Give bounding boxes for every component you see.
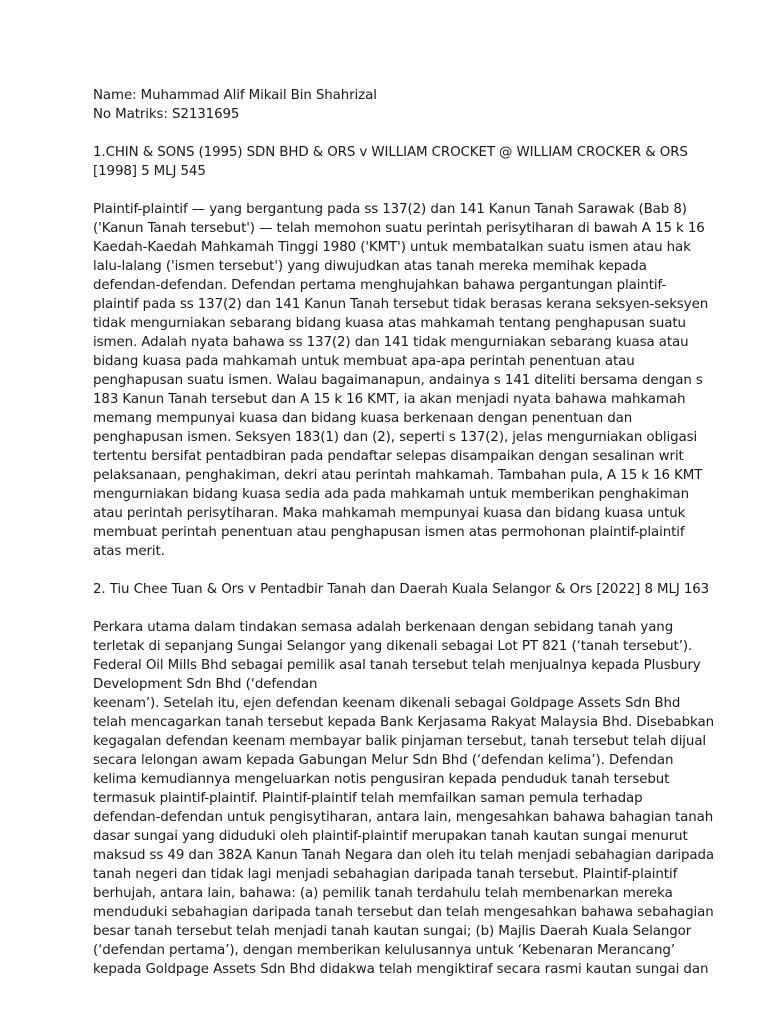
case1-body-line: tidak mengurniakan sebarang bidang kuasa atas mahkamah tentang penghapusan suatu xyxy=(93,316,686,331)
case2-title xyxy=(93,580,710,599)
case1-body-line: Plaintif-plaintif — yang bergantung pada ss 137(2) dan 141 Kanun Tanah Sarawak (Bab 8) xyxy=(93,202,687,217)
case2-body-line: terletak di sepanjang Sungai Selangor yang dikenali sebagai Lot PT 821 (‘tanah tersebut’). xyxy=(93,639,693,654)
case1-body-line: plaintif pada ss 137(2) dan 141 Kanun Tanah tersebut tidak berasas kerana seksyen-seksyen xyxy=(93,297,709,312)
case1-body-line: Kaedah-Kaedah Mahkamah Tinggi 1980 ('KMT') untuk membatalkan suatu ismen atau hak xyxy=(93,240,691,255)
case2-body-line: secara lelongan awam kepada Gabungan Melur Sdn Bhd (‘defendan kelima’). Defendan xyxy=(93,753,674,768)
case1-body-line: penghapusan ismen. Seksyen 183(1) dan (2), seperti s 137(2), jelas mengurniakan obligasi xyxy=(93,430,698,445)
case1-title-line: 1.CHIN & SONS (1995) SDN BHD & ORS v WILLIAM CROCKET @ WILLIAM CROCKER & ORS xyxy=(93,145,688,160)
case1-body-line: 183 Kanun Tanah tersebut dan A 15 k 16 KMT, ia akan menjadi nyata bahawa mahkamah xyxy=(93,392,686,407)
case1-title xyxy=(93,143,705,181)
case1-body-line: atau perintah perisytiharan. Maka mahkamah mempunyai kuasa dan bidang kuasa untuk xyxy=(93,506,686,521)
case2-body-line: menduduki sebahagian daripada tanah tersebut dan telah mengesahkan bahawa sebahagian xyxy=(93,905,714,920)
case2-body-line: keenam’). Setelah itu, ejen defendan keenam dikenali sebagai Goldpage Assets Sdn Bhd xyxy=(93,696,681,711)
document-page xyxy=(93,86,714,998)
case2-body-line: Perkara utama dalam tindakan semasa adalah berkenaan dengan sebidang tanah yang xyxy=(93,620,674,635)
case2-summary xyxy=(93,618,714,979)
case1-body-line: membuat perintah penentuan atau penghapusan ismen atas permohonan plaintif-plaintif xyxy=(93,525,685,540)
case2-body-line: kelima kemudiannya mengeluarkan notis pengusiran kepada penduduk tanah tersebut xyxy=(93,772,670,787)
case1-body-line: pelaksanaan, penghakiman, dekri atau perintah mahkamah. Tambahan pula, A 15 k 16 KMT xyxy=(93,468,703,483)
case2-body-line: berhujah, antara lain, bahawa: (a) pemilik tanah terdahulu telah membenarkan mereka xyxy=(93,886,673,901)
case1-body-line: bidang kuasa pada mahkamah untuk membuat apa-apa perintah penentuan atau xyxy=(93,354,635,369)
case2-body-line: kepada Goldpage Assets Sdn Bhd didakwa telah mengiktiraf secara rasmi kautan sungai dan xyxy=(93,962,709,977)
matric-number: No Matriks: S2131695 xyxy=(93,107,240,122)
case2-body-line: tanah negeri dan tidak lagi menjadi sebahagian daripada tanah tersebut. Plaintif-plaintif xyxy=(93,867,678,882)
case1-body-line: defendan-defendan. Defendan pertama menghujahkan bahawa pergantungan plaintif- xyxy=(93,278,667,293)
case2-body-line: Federal Oil Mills Bhd sebagai pemilik asal tanah tersebut telah menjualnya kepada Plusbury xyxy=(93,658,701,673)
case2-body-line: dasar sungai yang diduduki oleh plaintif-plaintif merupakan tanah kautan sungai menurut xyxy=(93,829,688,844)
case1-summary xyxy=(93,200,709,561)
case1-body-line: ('Kanun Tanah tersebut') — telah memohon suatu perintah perisytiharan di bawah A 15 k 16 xyxy=(93,221,705,236)
case2-body-line: Development Sdn Bhd (‘defendan xyxy=(93,677,318,692)
student-name: Name: Muhammad Alif Mikail Bin Shahrizal xyxy=(93,88,377,103)
case1-body-line: mengurniakan bidang kuasa sedia ada pada mahkamah untuk memberikan penghakiman xyxy=(93,487,690,502)
case1-body-line: ismen. Adalah nyata bahawa ss 137(2) dan 141 tidak mengurniakan sebarang kuasa atau xyxy=(93,335,689,350)
case1-body-line: atas merit. xyxy=(93,544,165,559)
case2-title-line: 2. Tiu Chee Tuan & Ors v Pentadbir Tanah dan Daerah Kuala Selangor & Ors [2022] 8 MLJ 163 xyxy=(93,582,710,597)
case2-body-line: termasuk plaintif-plaintif. Plaintif-plaintif telah memfailkan saman pemula terhadap xyxy=(93,791,643,806)
case1-body-line: memang mempunyai kuasa dan bidang kuasa berkenaan dengan penentuan dan xyxy=(93,411,633,426)
case1-title-line: [1998] 5 MLJ 545 xyxy=(93,164,206,179)
student-info xyxy=(93,86,705,124)
case1-body-line: tertentu bersifat pentadbiran pada pendaftar selepas disampaikan dengan sesalinan writ xyxy=(93,449,684,464)
case1-body-line: lalu-lalang ('ismen tersebut') yang diwujudkan atas tanah mereka memihak kepada xyxy=(93,259,647,274)
case2-body-line: kegagalan defendan keenam membayar balik pinjaman tersebut, tanah tersebut telah dijual xyxy=(93,734,707,749)
case2-body-line: besar tanah tersebut telah menjadi tanah kautan sungai; (b) Majlis Daerah Kuala Selangor xyxy=(93,924,692,939)
case2-body-line: telah mencagarkan tanah tersebut kepada Bank Kerjasama Rakyat Malaysia Bhd. Disebabkan xyxy=(93,715,714,730)
case2-body-line: defendan-defendan untuk pengisytiharan, antara lain, mengesahkan bahawa bahagian tanah xyxy=(93,810,714,825)
case2-body-line: maksud ss 49 dan 382A Kanun Tanah Negara dan oleh itu telah menjadi sebahagian daripada xyxy=(93,848,714,863)
case1-body-line: penghapusan suatu ismen. Walau bagaimanapun, andainya s 141 diteliti bersama dengan s xyxy=(93,373,703,388)
case2-body-line: (‘defendan pertama’), dengan memberikan kelulusannya untuk ‘Kebenaran Merancang’ xyxy=(93,943,675,958)
